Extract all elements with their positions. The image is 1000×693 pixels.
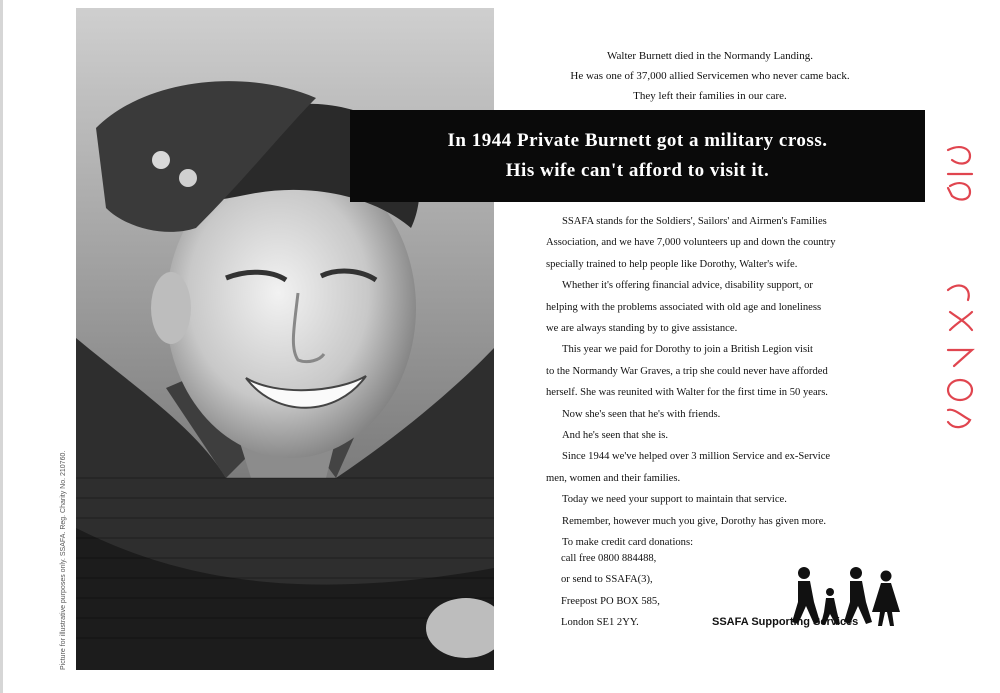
headline-line-1: In 1944 Private Burnett got a military cross. <box>447 130 828 151</box>
intro-line: They left their families in our care. <box>633 90 787 102</box>
body-line: Whether it's offering financial advice, disability support, or <box>562 280 813 292</box>
ssafa-logo-text: SSAFA Supporting Services <box>712 616 859 628</box>
body-line: To make credit card donations: <box>562 537 694 549</box>
body-line: This year we paid for Dorothy to join a British Legion visit <box>562 344 813 356</box>
body-line: herself. She was reunited with Walter for the first time in 50 years. <box>546 387 828 399</box>
contact-line: London SE1 2YY. <box>561 617 639 629</box>
intro-text <box>540 46 880 106</box>
body-line: men, women and their families. <box>546 472 681 484</box>
soldier-illustration <box>76 8 494 670</box>
body-line: Now she's seen that he's with friends. <box>562 408 721 420</box>
body-line: SSAFA stands for the Soldiers', Sailors' and Airmen's Families <box>562 216 827 227</box>
body-line: specially trained to help people like Dorothy, Walter's wife. <box>546 258 798 270</box>
intro-line: Walter Burnett died in the Normandy Landing. <box>607 50 813 62</box>
handwritten-annotation-icon <box>940 140 980 440</box>
body-line: Since 1944 we've helped over 3 million Service and ex-Service <box>562 451 831 463</box>
body-line: Remember, however much you give, Dorothy has given more. <box>562 515 827 527</box>
headline-banner <box>350 110 925 202</box>
body-line: And he's seen that she is. <box>562 430 669 442</box>
contact-line: or send to SSAFA(3), <box>561 574 653 586</box>
body-line: to the Normandy War Graves, a trip she could never have afforded <box>546 365 828 377</box>
body-line: Association, and we have 7,000 volunteers up and down the country <box>546 237 836 249</box>
body-line: Today we need your support to maintain that service. <box>562 494 787 506</box>
headline-line-2: His wife can't afford to visit it. <box>505 160 770 181</box>
body-line: we are always standing by to give assistance. <box>546 323 738 335</box>
body-copy <box>546 211 906 554</box>
soldier-photo <box>76 8 494 670</box>
body-line: helping with the problems associated with old age and loneliness <box>546 301 822 313</box>
donation-contact <box>561 548 660 634</box>
photo-side-caption: Picture for illustrative purposes only. SSAFA. Reg. Charity No. 210760. <box>60 450 67 670</box>
intro-line: He was one of 37,000 allied Servicemen who never came back. <box>570 70 850 82</box>
contact-line: Freepost PO BOX 585, <box>561 595 660 607</box>
contact-phone: call free 0800 884488, <box>561 553 657 564</box>
